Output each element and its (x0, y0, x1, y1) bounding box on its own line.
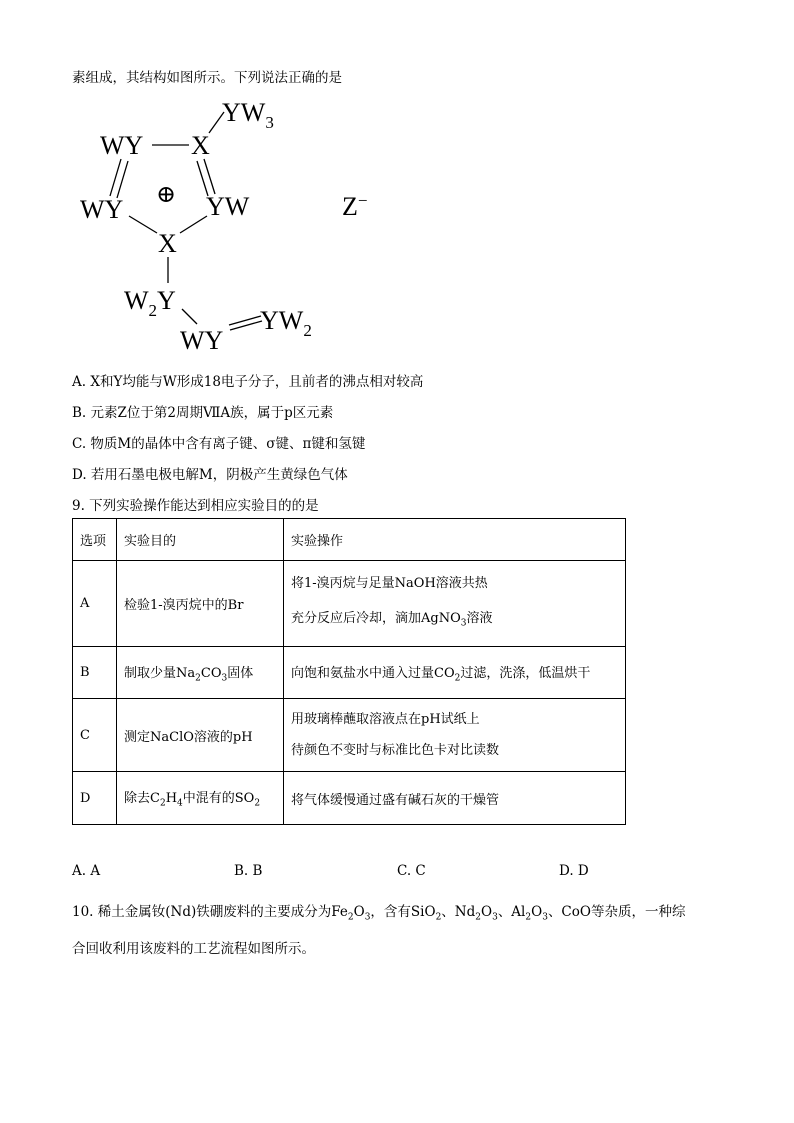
q9-answer-c: C. C (397, 863, 426, 879)
bond-yw-x-bottom (180, 216, 207, 233)
row-c-op-line2: 待颜色不变时与标准比色卡对比读数 (291, 743, 500, 758)
bond-wy-x-bottom (129, 216, 157, 233)
q8-option-d: D. 若用石墨电极电解M，阴极产生黄绿色气体 (72, 467, 348, 483)
table-row (73, 699, 626, 772)
row-c-option: C (73, 699, 117, 772)
row-a-purpose: 检验1-溴丙烷中的Br (117, 561, 284, 647)
q10-stem-line2: 合回收利用该废料的工艺流程如图所示。 (72, 941, 315, 957)
atom-yw2: $YW_2$ (260, 306, 312, 340)
row-d-purpose: 除去$C_2H_4$中混有的$SO_2$ (117, 772, 284, 825)
atom-yw3: $YW_3$ (222, 98, 274, 132)
bond-double-chain-b (230, 321, 262, 330)
header-purpose: 实验目的 (117, 519, 284, 561)
bond-w2y-wy (182, 309, 197, 324)
anion-z: Z− (342, 191, 368, 221)
cation-structure-diagram (72, 95, 392, 357)
table-header-row (73, 519, 626, 561)
table-row (73, 647, 626, 699)
q9-answer-a: A. A (72, 863, 101, 879)
row-d-operation: 将气体缓慢通过盛有碱石灰的干燥管 (284, 772, 626, 825)
table-row (73, 561, 626, 647)
atom-x-top: X (191, 131, 210, 160)
q9-answer-b: B. B (234, 863, 263, 879)
bond-double-chain-a (229, 316, 261, 325)
atom-wy-mid-left: WY (80, 195, 124, 224)
atom-w2y: $W_2Y$ (124, 286, 176, 320)
atom-wy-top-left: WY (100, 131, 144, 160)
row-c-op-line1: 用玻璃棒蘸取溶液点在pH试纸上 (291, 712, 480, 727)
q8-option-c: C. 物质M的晶体中含有离子键、σ键、π键和氢键 (72, 436, 366, 452)
q9-answer-d: D. D (559, 863, 589, 879)
atom-yw-mid-right: YW (206, 192, 250, 221)
intro-text: 素组成，其结构如图所示。下列说法正确的是 (72, 70, 342, 86)
experiment-table (72, 518, 626, 825)
atom-x-bottom: X (158, 229, 177, 258)
row-a-op-line2: 充分反应后冷却，滴加AgNO$_3$溶液 (291, 610, 493, 629)
table-row (73, 772, 626, 825)
header-option: 选项 (73, 519, 117, 561)
q9-stem: 9. 下列实验操作能达到相应实验目的的是 (72, 498, 319, 514)
row-c-purpose: 测定NaClO溶液的pH (117, 699, 284, 772)
row-b-purpose: 制取少量$Na_2CO_3$固体 (117, 647, 284, 699)
atom-wy-chain: WY (180, 326, 224, 355)
q10-stem-line1: 10. 稀土金属钕(Nd)铁硼废料的主要成分为$Fe_2O_3$，含有SiO$_2$、$Nd_2O_3$、$Al_2O_3$、CoO等杂质，一种综 (72, 904, 686, 923)
q8-option-b: B. 元素Z位于第2周期ⅦA族，属于p区元素 (72, 405, 334, 421)
row-a-operation (284, 561, 626, 647)
row-d-option: D (73, 772, 117, 825)
header-operation: 实验操作 (284, 519, 626, 561)
row-a-option: A (73, 561, 117, 647)
row-b-option: B (73, 647, 117, 699)
row-a-op-line1: 将1-溴丙烷与足量NaOH溶液共热 (291, 575, 488, 591)
positive-charge-icon: ⊕ (156, 182, 177, 208)
row-b-operation: 向饱和氨盐水中通入过量$CO_2$过滤，洗涤，低温烘干 (284, 647, 626, 699)
q8-option-a: A. X和Y均能与W形成18电子分子，且前者的沸点相对较高 (72, 374, 424, 390)
row-c-operation (284, 699, 626, 772)
